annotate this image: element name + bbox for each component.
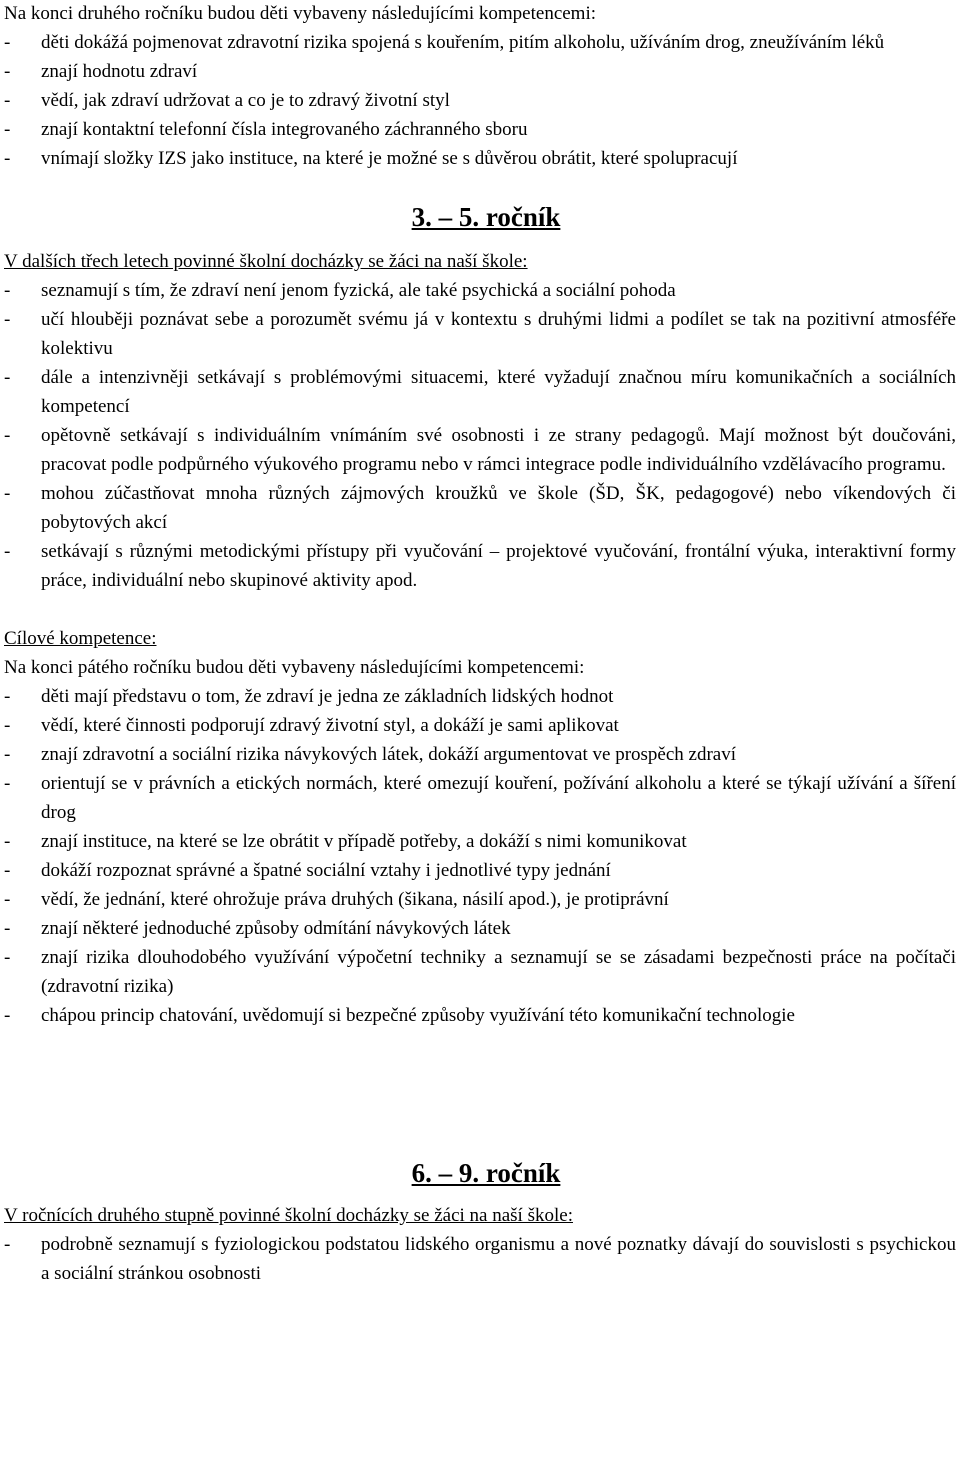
list-item: - podrobně seznamují s fyziologickou podstatou lidského organismu a nové poznatky dávají do souvislosti s psychickou a sociální stránkou osobnosti [4,1230,956,1288]
list-item: - vnímají složky IZS jako instituce, na které je možné se s důvěrou obrátit, které spolupracují [4,144,956,173]
list-item: - orientují se v právních a etických normách, které omezují kouření, požívání alkoholu a které se týkají užívání a šíření drog [4,769,956,827]
list-item: - opětovně setkávají s individuálním vnímáním své osobnosti i ze strany pedagogů. Mají možnost být doučováni, pracovat podle podpůrného výukového programu nebo v rámci integrace podle individuálního vzdělávacího programu. [4,421,956,479]
list-item: - mohou zúčastňovat mnoha různých zájmových kroužků ve škole (ŠD, ŠK, pedagogové) nebo víkendových či pobytových akcí [4,479,956,537]
bullet-dash: - [4,744,11,765]
list-item: - učí hlouběji poznávat sebe a porozumět svému já v kontextu s druhými lidmi a podílet se tak na pozitivní atmosféře kolektivu [4,305,956,363]
list-item: - znají kontaktní telefonní čísla integrovaného záchranného sboru [4,115,956,144]
bullet-dash: - [4,686,11,707]
bullet-dash: - [4,918,11,939]
bullet-dash: - [4,367,11,388]
list-item: - znají některé jednoduché způsoby odmítání návykových látek [4,914,956,943]
bullet-dash: - [4,309,11,330]
bullet-dash: - [4,773,11,794]
section1-intro: Na konci druhého ročníku budou děti vybaveny následujícími kompetencemi: [4,3,597,24]
bullet-dash: - [4,1234,11,1255]
list-item: - znají zdravotní a sociální rizika návykových látek, dokáží argumentovat ve prospěch zdraví [4,740,956,769]
bullet-dash: - [4,947,11,968]
list-item: - setkávají s různými metodickými přístupy při vyučování – projektové vyučování, frontální výuka, interaktivní formy práce, individuální nebo skupinové aktivity apod. [4,537,956,595]
list-item: - vědí, že jednání, které ohrožuje práva druhých (šikana, násilí apod.), je protiprávní [4,885,956,914]
list-item: - dokáží rozpoznat správné a špatné sociální vztahy i jednotlivé typy jednání [4,856,956,885]
bullet-dash: - [4,148,11,169]
bullet-dash: - [4,119,11,140]
bullet-dash: - [4,483,11,504]
section2-intro: V dalších třech letech povinné školní docházky se žáci na naší škole: [4,251,528,272]
list-item: - znají instituce, na které se lze obrátit v případě potřeby, a dokáží s nimi komunikovat [4,827,956,856]
goals-label: Cílové kompetence: [4,628,157,649]
list-item: - vědí, jak zdraví udržovat a co je to zdravý životní styl [4,86,956,115]
list-item: - seznamují s tím, že zdraví není jenom fyzická, ale také psychická a sociální pohoda [4,276,956,305]
section3-intro: V ročnících druhého stupně povinné školní docházky se žáci na naší škole: [4,1205,573,1226]
list-item: - děti dokážá pojmenovat zdravotní rizika spojená s kouřením, pitím alkoholu, užíváním drog, zneužíváním léků [4,28,956,57]
bullet-dash: - [4,90,11,111]
bullet-dash: - [4,889,11,910]
bullet-dash: - [4,541,11,562]
section-heading-3-5: 3. – 5. ročník [411,202,561,232]
document-page [4,0,956,1288]
section-heading-6-9: 6. – 9. ročník [411,1158,561,1188]
bullet-dash: - [4,32,11,53]
list-item: - vědí, které činnosti podporují zdravý životní styl, a dokáží je sami aplikovat [4,711,956,740]
bullet-dash: - [4,280,11,301]
bullet-dash: - [4,1005,11,1026]
list-item: - dále a intenzivněji setkávají s problémovými situacemi, které vyžadují značnou míru komunikačních a sociálních kompetencí [4,363,956,421]
list-item: - znají rizika dlouhodobého využívání výpočetní techniky a seznamují se se zásadami bezpečnosti práce na počítači (zdravotní rizika) [4,943,956,1001]
list-item: - znají hodnotu zdraví [4,57,956,86]
bullet-dash: - [4,425,11,446]
bullet-dash: - [4,715,11,736]
bullet-dash: - [4,860,11,881]
bullet-dash: - [4,61,11,82]
list-item: - chápou princip chatování, uvědomují si bezpečné způsoby využívání této komunikační technologie [4,1001,956,1030]
goals-intro: Na konci pátého ročníku budou děti vybaveny následujícími kompetencemi: [4,657,585,678]
list-item: - děti mají představu o tom, že zdraví je jedna ze základních lidských hodnot [4,682,956,711]
bullet-dash: - [4,831,11,852]
